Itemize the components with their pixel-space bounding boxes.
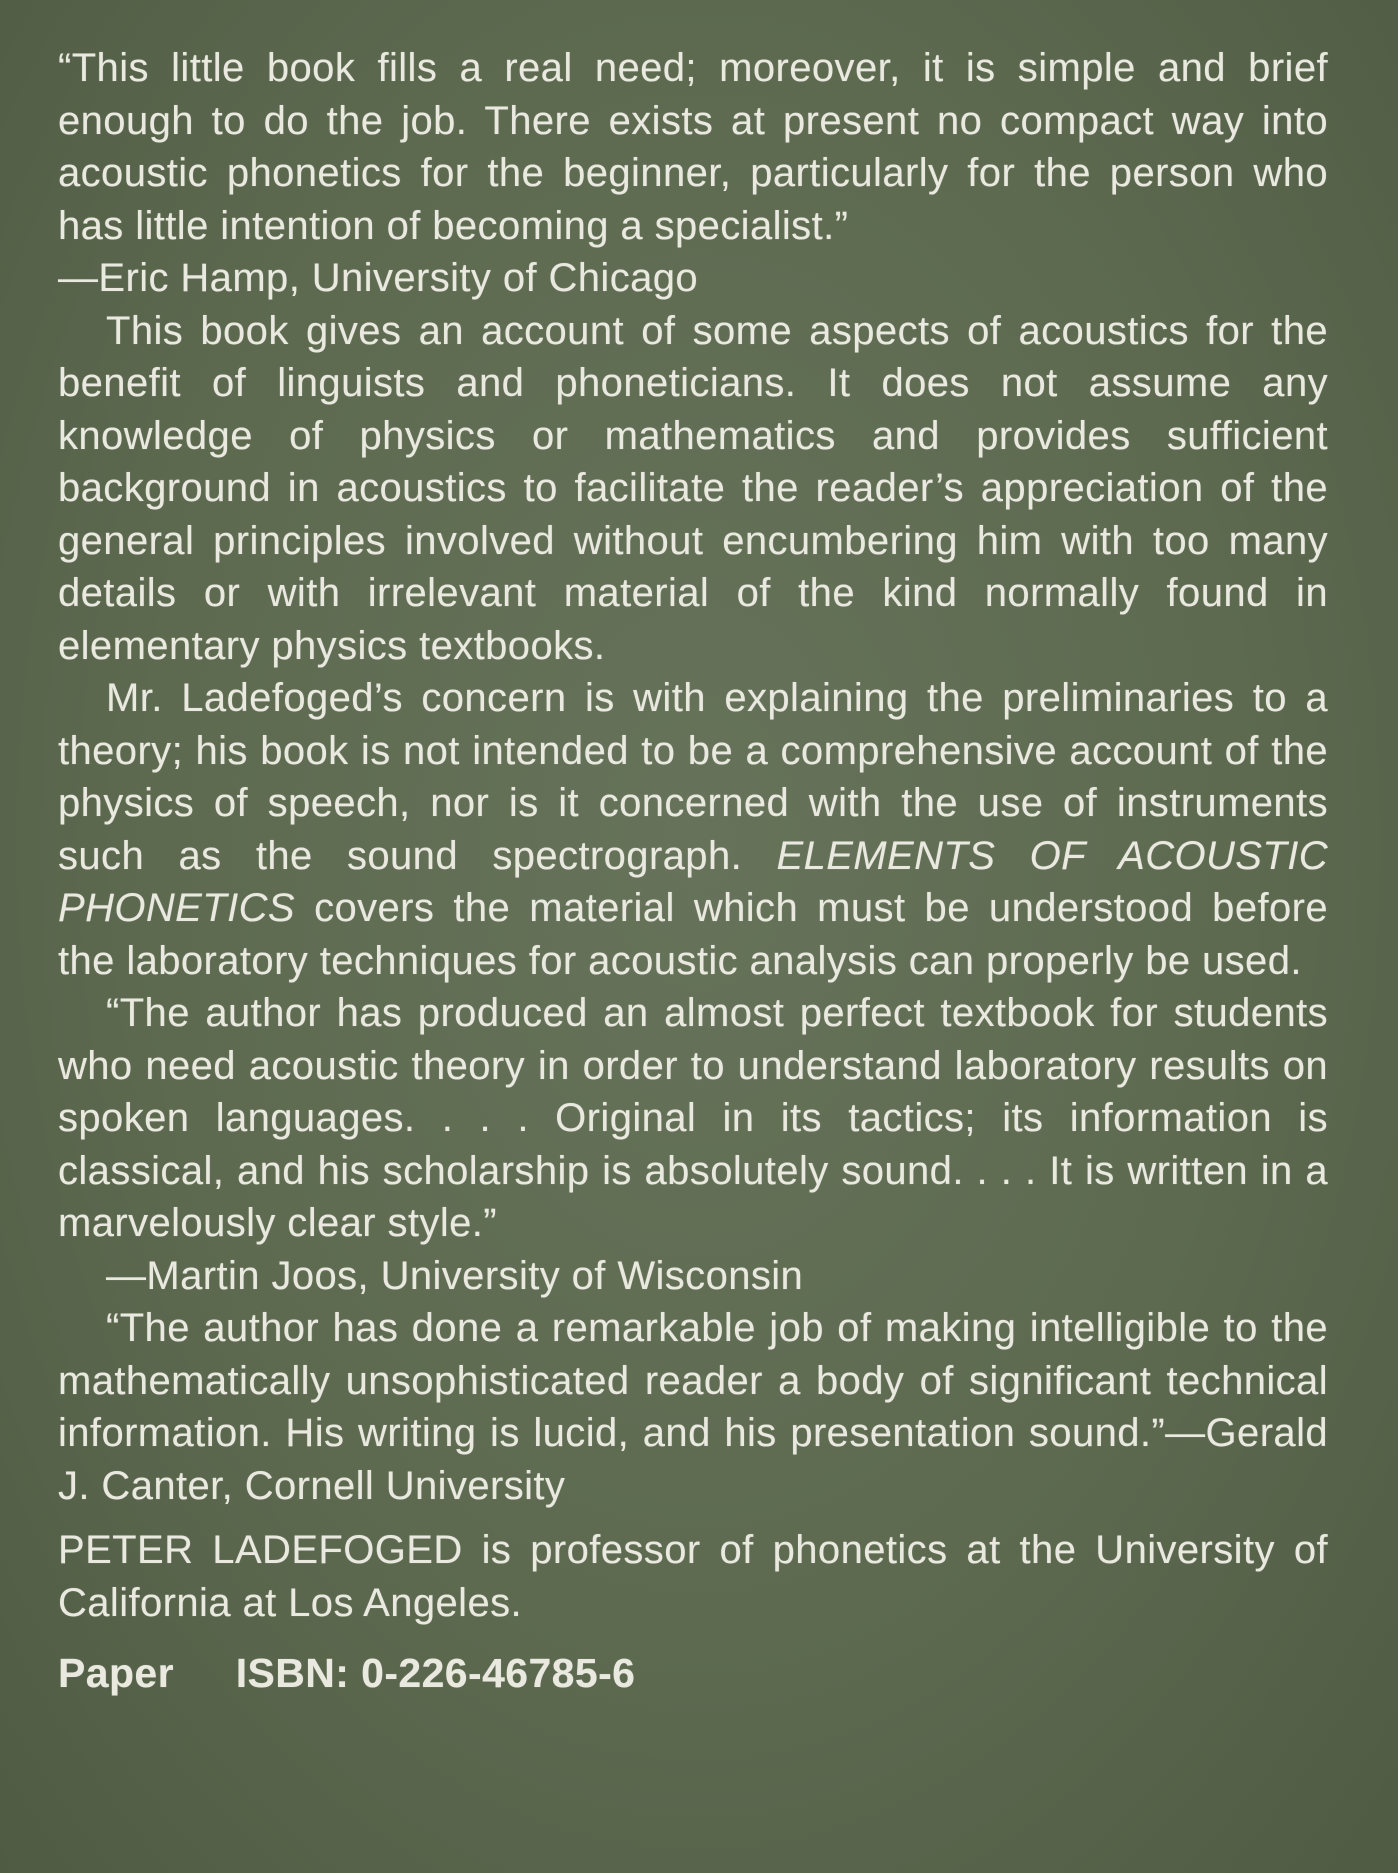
book-title: ELEMENTS OF ACOUSTIC PHONETICS — [58, 833, 1329, 930]
format-label: Paper — [58, 1650, 174, 1696]
description-2-end: covers the material which must be understood before the laboratory techniques for acoustic analysis can properly be used. — [58, 886, 1328, 983]
joos-quote: “The author has produced an almost perfect textbook for students who need acoustic theory in order to understand laboratory results on spoken languages. . . . Original in its tactics; its information is classical, and his scholarship is absolutely sound. . . . It is written in a marvelously clear style.” — [58, 991, 1328, 1245]
canter-blurb — [58, 1302, 1328, 1512]
joos-attribution: —Martin Joos, University of Wisconsin — [106, 1253, 804, 1298]
hamp-attribution: —Eric Hamp, University of Chicago — [58, 256, 699, 300]
canter-quote: “The author has done a remarkable job of making intelligible to the mathematically unsophisticated reader a body of significant technical information. His writing is lucid, and his presentation sound.” — [58, 1306, 1328, 1455]
publication-info — [58, 1647, 1328, 1699]
description-paragraph-1: This book gives an account of some aspects of acoustics for the benefit of linguists and phoneticians. It does not assume any knowledge of physics or mathematics and provides sufficient background in acoustics to facilitate the reader’s appreciation of the general principles involved without encumbering him with too many details or with irrelevant material of the kind normally found in elementary physics textbooks. — [58, 308, 1328, 668]
hamp-blurb — [58, 42, 1328, 305]
author-bio — [58, 1524, 1328, 1629]
hamp-quote: “This little book fills a real need; moreover, it is simple and brief enough to do the job. There exists at present no compact way into acoustic phonetics for the beginner, particularly for the person who has little intention of becoming a specialist.” — [58, 46, 1328, 248]
author-name: PETER LADEFOGED — [58, 1528, 463, 1572]
description-paragraph-2 — [58, 672, 1328, 987]
isbn-number: ISBN: 0-226-46785-6 — [235, 1650, 636, 1696]
description-2-start: Mr. Ladefoged’s concern is with explaining the preliminaries to a theory; his book is not intended to be a comprehensive account of the physics of speech, nor is it concerned with the use of instruments such as the sound spectrograph. — [58, 676, 1328, 878]
joos-blurb — [58, 987, 1328, 1302]
canter-attribution: —Gerald J. Canter, Cornell University — [58, 1411, 1328, 1508]
author-bio-text: is professor of phonetics at the University of California at Los Angeles. — [58, 1528, 1328, 1625]
